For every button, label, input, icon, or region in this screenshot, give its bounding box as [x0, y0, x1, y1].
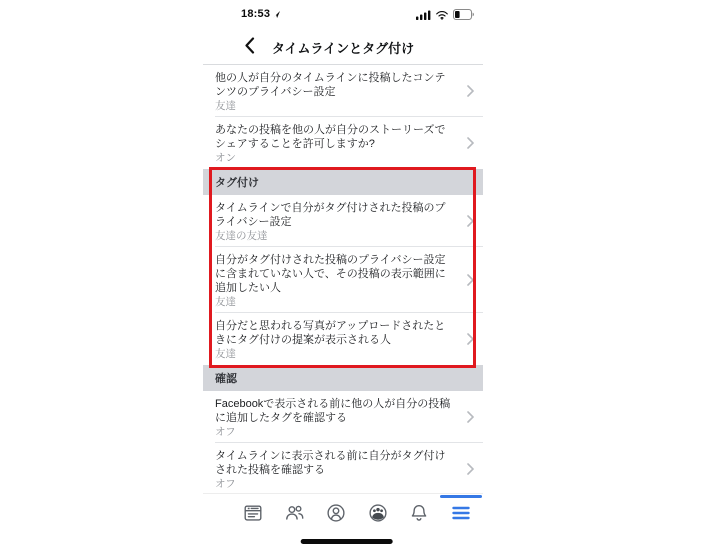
row-value: 友達の友達 — [215, 230, 268, 242]
row-title: あなたの投稿を他の人が自分のストーリーズでシェアすることを許可しますか? — [215, 124, 446, 150]
setting-row-stories-share[interactable] — [203, 117, 483, 169]
row-value: 友達 — [215, 296, 236, 308]
profile-icon — [325, 502, 347, 524]
chevron-right-icon — [467, 215, 474, 227]
signal-icon — [416, 10, 431, 20]
status-bar — [203, 0, 483, 28]
section-tagging — [203, 169, 483, 365]
wifi-icon — [435, 9, 449, 20]
row-title: Facebookで表示される前に他の人が自分の投稿に追加したタグを確認する — [215, 398, 451, 424]
notifications-icon — [408, 502, 430, 524]
row-value: オフ — [215, 426, 236, 438]
setting-row-review-tagged-posts[interactable] — [203, 443, 483, 495]
tab-menu[interactable] — [449, 501, 473, 525]
row-title: 自分だと思われる写真がアップロードされたときにタグ付けの提案が表示される人 — [215, 320, 446, 346]
chevron-right-icon — [467, 411, 474, 423]
tab-newsfeed[interactable] — [241, 501, 265, 525]
setting-row-others-posts[interactable] — [203, 65, 483, 117]
tab-bar — [203, 493, 483, 530]
row-value: オン — [215, 152, 236, 164]
battery-icon — [453, 9, 475, 20]
section-header-tagging: タグ付け — [203, 169, 483, 195]
row-title: タイムラインで自分がタグ付けされた投稿のプライバシー設定 — [215, 202, 446, 228]
chevron-right-icon — [467, 463, 474, 475]
tab-friends[interactable] — [283, 501, 307, 525]
chevron-right-icon — [467, 85, 474, 97]
time-text: 18:53 — [241, 8, 271, 20]
chevron-right-icon — [467, 333, 474, 345]
page-title: タイムラインとタグ付け — [271, 41, 415, 56]
newsfeed-icon — [242, 502, 264, 524]
nav-bar — [203, 28, 483, 64]
menu-icon — [452, 505, 470, 521]
groups-icon — [367, 502, 389, 524]
active-tab-indicator — [440, 495, 482, 498]
location-icon — [272, 10, 281, 19]
row-value: オフ — [215, 478, 236, 490]
home-indicator[interactable] — [301, 539, 393, 544]
tab-notifications[interactable] — [407, 501, 431, 525]
row-title: 他の人が自分のタイムラインに投稿したコンテンツのプライバシー設定 — [215, 72, 446, 98]
tab-profile[interactable] — [324, 501, 348, 525]
chevron-right-icon — [467, 274, 474, 286]
phone-screen — [203, 0, 483, 550]
tab-groups[interactable] — [366, 501, 390, 525]
section-header-review: 確認 — [203, 365, 483, 391]
section-general — [203, 65, 483, 169]
row-value: 友達 — [215, 348, 236, 360]
setting-row-tag-suggestions[interactable] — [203, 313, 483, 365]
row-title: タイムラインに表示される前に自分がタグ付けされた投稿を確認する — [215, 450, 446, 476]
setting-row-audience-add[interactable] — [203, 247, 483, 313]
row-value: 友達 — [215, 100, 236, 112]
chevron-right-icon — [467, 137, 474, 149]
setting-row-tagged-privacy[interactable] — [203, 195, 483, 247]
status-time — [241, 8, 281, 20]
settings-list — [203, 65, 483, 495]
section-review — [203, 365, 483, 495]
setting-row-review-tags[interactable] — [203, 391, 483, 443]
friends-icon — [283, 502, 306, 524]
status-right-icons — [416, 9, 475, 20]
row-title: 自分がタグ付けされた投稿のプライバシー設定に含まれていない人で、その投稿の表示範囲に追加したい人 — [215, 254, 446, 294]
